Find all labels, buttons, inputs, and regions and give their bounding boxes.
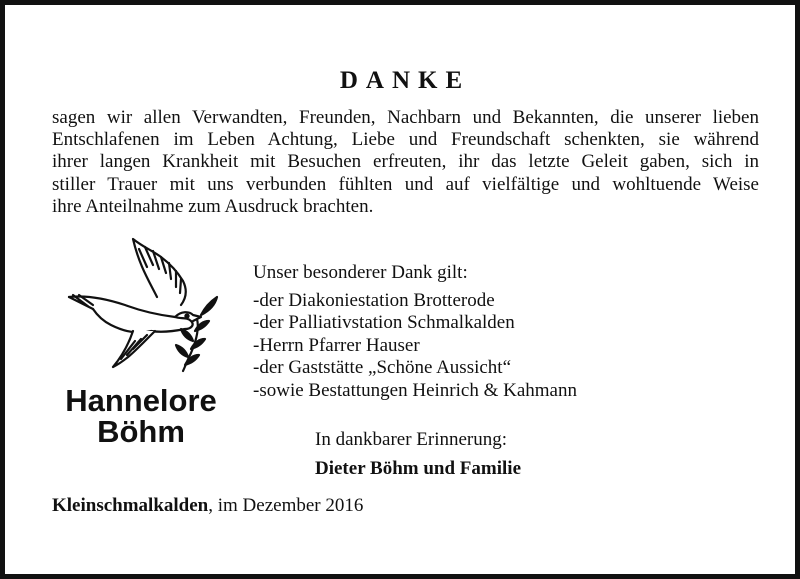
place-name: Kleinschmalkalden	[52, 495, 209, 516]
closing-phrase: In dankbarer Erinnerung:	[315, 429, 508, 450]
special-thanks-item: -Herrn Pfarrer Hauser	[253, 334, 420, 356]
intro-line: sagen wir allen Verwandten, Freunden, Nachbarn und Bekannten, die unserer lieben	[52, 107, 759, 128]
intro-line: ihrer langen Krankheit mit Besuchen erfreuten, ihr das letzte Geleit gaben, sich in	[52, 151, 759, 173]
dove-with-olive-branch-icon	[63, 235, 223, 375]
intro-line: ihre Anteilnahme zum Ausdruck brachten.	[52, 195, 374, 217]
deceased-first-name: Hannelore	[65, 383, 217, 418]
deceased-name	[45, 385, 237, 447]
special-thanks-item: -der Gaststätte „Schöne Aussicht“	[253, 357, 512, 378]
signature: Dieter Böhm und Familie	[315, 457, 522, 479]
deceased-last-name: Böhm	[97, 414, 185, 449]
special-thanks-item: -sowie Bestattungen Heinrich & Kahmann	[253, 379, 577, 401]
special-thanks-item: -der Diakoniestation Brotterode	[253, 289, 495, 311]
intro-line: Entschlafenen im Leben Achtung, Liebe und Freundschaft schenkten, sie während	[52, 129, 759, 151]
place-and-date	[52, 495, 652, 518]
intro-line: stiller Trauer mit uns verbunden fühlten und auf vielfältige und wohltuende Weise	[52, 173, 759, 195]
special-thanks-item: -der Palliativstation Schmalkalden	[253, 312, 515, 333]
intro-paragraph	[52, 107, 759, 218]
date-text: , im Dezember 2016	[208, 495, 364, 516]
closing-block	[315, 429, 695, 480]
special-thanks-list	[253, 262, 673, 402]
special-thanks-heading: Unser besonderer Dank gilt:	[253, 262, 468, 283]
page-title: DANKE	[339, 67, 471, 94]
